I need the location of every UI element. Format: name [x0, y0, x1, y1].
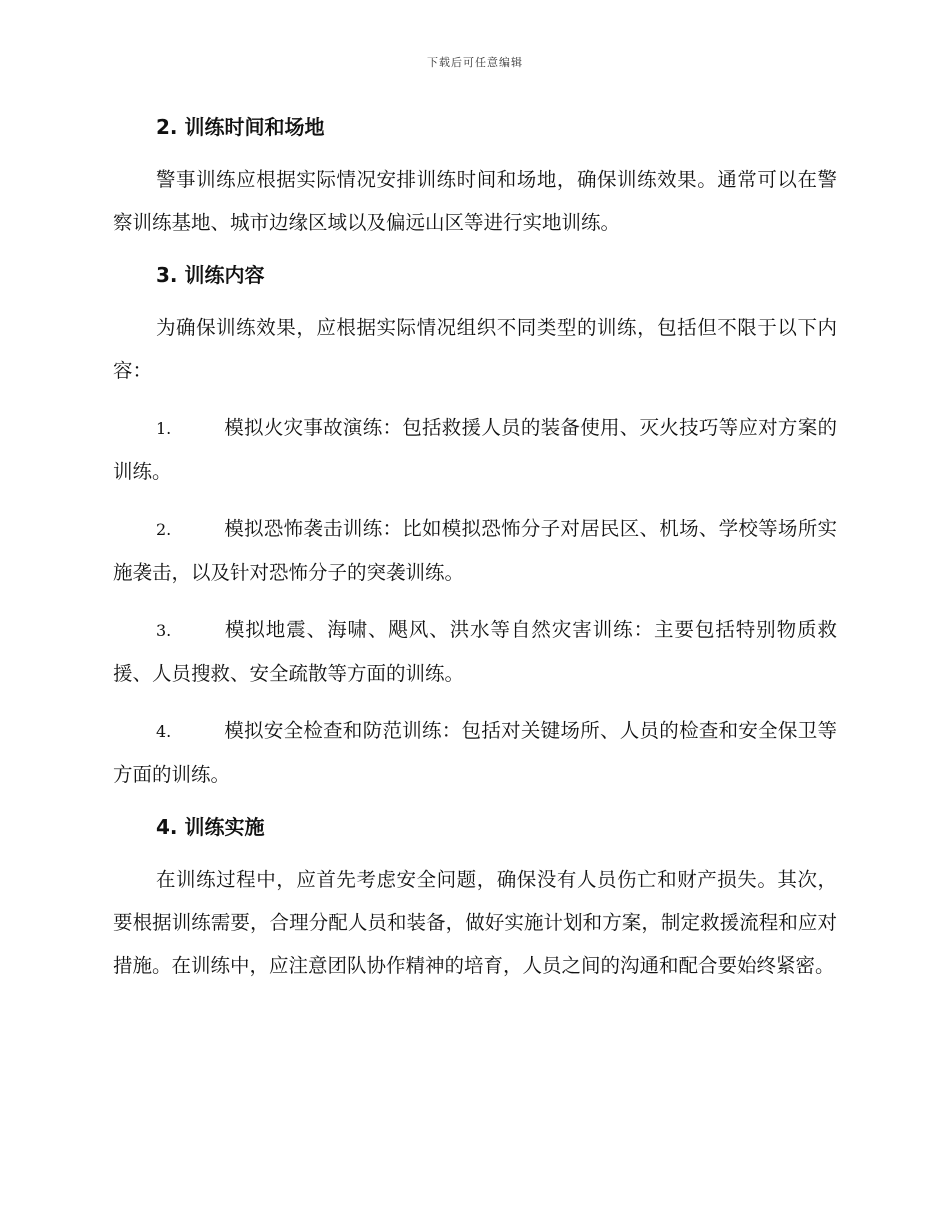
document-body [113, 110, 837, 1001]
section-heading-training-implementation: 4. 训练实施 [156, 815, 265, 839]
list-item-text: 模拟地震、海啸、飓风、洪水等自然灾害训练：主要包括特别物质救援、人员搜救、安全疏散等方面的训练。 [113, 618, 837, 685]
page-header: 下载后可任意编辑 [427, 56, 523, 69]
list-item [113, 709, 837, 796]
section-paragraph-training-implementation: 在训练过程中，应首先考虑安全问题，确保没有人员伤亡和财产损失。其次，要根据训练需要，合理分配人员和装备，做好实施计划和方案，制定救援流程和应对措施。在训练中，应注意团队协作精神的培育，人员之间的沟通和配合要始终紧密。 [113, 868, 837, 977]
section-heading-training-content: 3. 训练内容 [156, 263, 265, 287]
list-item-number: 4. [156, 722, 172, 741]
list-item [113, 608, 837, 695]
list-item [113, 406, 837, 493]
list-item-text: 模拟火灾事故演练：包括救援人员的装备使用、灭火技巧等应对方案的训练。 [113, 416, 837, 483]
list-item [113, 507, 837, 594]
section-paragraph-training-content: 为确保训练效果，应根据实际情况组织不同类型的训练，包括但不限于以下内容： [113, 316, 837, 382]
list-item-number: 3. [156, 621, 172, 640]
section-paragraph-training-time: 警事训练应根据实际情况安排训练时间和场地，确保训练效果。通常可以在警察训练基地、城市边缘区域以及偏远山区等进行实地训练。 [113, 168, 837, 234]
list-item-number: 1. [156, 419, 172, 438]
section-heading-training-time: 2. 训练时间和场地 [156, 115, 325, 139]
list-item-number: 2. [156, 520, 172, 539]
list-item-text: 模拟安全检查和防范训练：包括对关键场所、人员的检查和安全保卫等方面的训练。 [113, 719, 837, 786]
list-item-text: 模拟恐怖袭击训练：比如模拟恐怖分子对居民区、机场、学校等场所实施袭击，以及针对恐怖分子的突袭训练。 [113, 517, 837, 584]
